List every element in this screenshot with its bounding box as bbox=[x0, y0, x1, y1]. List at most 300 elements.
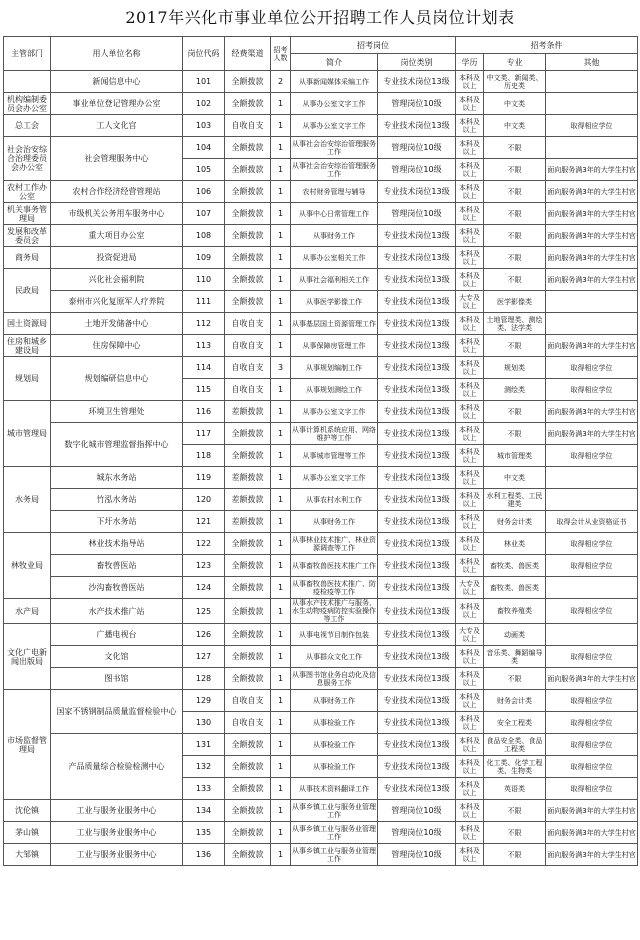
cell-category: 专业技术岗位13级 bbox=[378, 247, 456, 269]
cell-edu: 本科及以上 bbox=[456, 646, 484, 668]
table-row bbox=[4, 203, 638, 225]
cell-count: 1 bbox=[271, 203, 291, 225]
cell-brief: 从事检验工作 bbox=[291, 756, 378, 778]
cell-unit: 下圩水务站 bbox=[51, 511, 183, 533]
cell-category: 专业技术岗位13级 bbox=[378, 712, 456, 734]
cell-dept: 机构编制委员会办公室 bbox=[4, 93, 51, 115]
cell-count: 1 bbox=[271, 489, 291, 511]
cell-major: 中文类 bbox=[484, 467, 546, 489]
cell-count: 1 bbox=[271, 778, 291, 800]
cell-other: 面向服务满3年的大学生村官 bbox=[546, 822, 638, 844]
cell-other: 取得相应学位 bbox=[546, 778, 638, 800]
cell-dept: 沈伦镇 bbox=[4, 800, 51, 822]
cell-category: 专业技术岗位13级 bbox=[378, 756, 456, 778]
cell-other bbox=[546, 93, 638, 115]
cell-category: 专业技术岗位13级 bbox=[378, 357, 456, 379]
cell-brief: 从事财务工作 bbox=[291, 225, 378, 247]
cell-edu: 本科及以上 bbox=[456, 401, 484, 423]
cell-other bbox=[546, 71, 638, 93]
cell-major: 不限 bbox=[484, 225, 546, 247]
cell-count: 1 bbox=[271, 115, 291, 137]
cell-funding: 全额拨款 bbox=[225, 778, 271, 800]
cell-edu: 大专及以上 bbox=[456, 624, 484, 646]
cell-edu: 本科及以上 bbox=[456, 357, 484, 379]
cell-funding: 自收自支 bbox=[225, 335, 271, 357]
cell-dept: 农村工作办公室 bbox=[4, 181, 51, 203]
cell-other: 取得会计从业资格证书 bbox=[546, 511, 638, 533]
cell-unit: 住房保障中心 bbox=[51, 335, 183, 357]
cell-count: 1 bbox=[271, 401, 291, 423]
cell-code: 103 bbox=[183, 115, 225, 137]
cell-code: 128 bbox=[183, 668, 225, 690]
cell-other: 取得相应学位 bbox=[546, 756, 638, 778]
table-row bbox=[4, 115, 638, 137]
cell-code: 123 bbox=[183, 555, 225, 577]
cell-code: 109 bbox=[183, 247, 225, 269]
cell-major: 不限 bbox=[484, 247, 546, 269]
table-row bbox=[4, 646, 638, 668]
cell-major: 不限 bbox=[484, 203, 546, 225]
cell-brief: 农村财务管理与辅导 bbox=[291, 181, 378, 203]
cell-code: 101 bbox=[183, 71, 225, 93]
cell-edu: 大专及以上 bbox=[456, 291, 484, 313]
cell-count: 1 bbox=[271, 668, 291, 690]
header-unit: 用人单位名称 bbox=[51, 37, 183, 71]
cell-major: 英语类 bbox=[484, 778, 546, 800]
cell-edu: 本科及以上 bbox=[456, 756, 484, 778]
cell-edu: 本科及以上 bbox=[456, 93, 484, 115]
cell-major: 财务会计类 bbox=[484, 511, 546, 533]
cell-other bbox=[546, 577, 638, 599]
cell-dept: 规划局 bbox=[4, 357, 51, 401]
cell-funding: 全额拨款 bbox=[225, 269, 271, 291]
table-row bbox=[4, 269, 638, 291]
cell-edu: 本科及以上 bbox=[456, 668, 484, 690]
cell-funding: 全额拨款 bbox=[225, 555, 271, 577]
cell-unit: 市级机关公务用车服务中心 bbox=[51, 203, 183, 225]
cell-code: 133 bbox=[183, 778, 225, 800]
cell-brief: 从事水产技术推广与服务、水生动物疫病防控实验操作等工作 bbox=[292, 599, 376, 623]
table-row bbox=[4, 423, 638, 445]
header-other: 其他 bbox=[546, 54, 638, 71]
cell-unit: 林业技术指导站 bbox=[51, 533, 183, 555]
cell-major: 畜牧养殖类 bbox=[484, 599, 546, 624]
cell-dept: 林牧业局 bbox=[4, 533, 51, 599]
cell-count: 1 bbox=[271, 181, 291, 203]
cell-unit: 沙沟畜牧兽医站 bbox=[51, 577, 183, 599]
cell-major: 不限 bbox=[484, 844, 546, 866]
cell-major: 动画类 bbox=[484, 624, 546, 646]
table-body bbox=[4, 71, 638, 866]
cell-major: 不限 bbox=[484, 668, 546, 690]
cell-count: 1 bbox=[271, 467, 291, 489]
cell-funding: 全额拨款 bbox=[225, 203, 271, 225]
cell-count: 1 bbox=[271, 445, 291, 467]
cell-edu: 本科及以上 bbox=[456, 159, 484, 181]
cell-unit: 广播电视台 bbox=[51, 624, 183, 646]
cell-brief: 从事办公室文字工作 bbox=[291, 93, 378, 115]
cell-major: 中文类、新闻类、历史类 bbox=[484, 71, 546, 93]
cell-edu: 本科及以上 bbox=[456, 599, 484, 624]
cell-brief: 从事办公室文字工作 bbox=[291, 467, 378, 489]
cell-count: 1 bbox=[271, 690, 291, 712]
cell-other: 面向服务满3年的大学生村官 bbox=[546, 225, 638, 247]
cell-count: 1 bbox=[271, 423, 291, 445]
cell-funding: 全额拨款 bbox=[225, 247, 271, 269]
table-row bbox=[4, 225, 638, 247]
cell-other: 面向服务满3年的大学生村官 bbox=[546, 181, 638, 203]
table-row bbox=[4, 555, 638, 577]
cell-count: 1 bbox=[271, 93, 291, 115]
cell-code: 115 bbox=[183, 379, 225, 401]
cell-code: 124 bbox=[183, 577, 225, 599]
cell-funding: 自收自支 bbox=[225, 357, 271, 379]
cell-brief: 从事社会福利相关工作 bbox=[291, 269, 378, 291]
table-row bbox=[4, 291, 638, 313]
cell-count: 1 bbox=[271, 313, 291, 335]
cell-brief: 从事社会治安综治管理服务工作 bbox=[291, 137, 378, 159]
cell-unit: 城东水务站 bbox=[51, 467, 183, 489]
cell-category: 专业技术岗位13级 bbox=[378, 335, 456, 357]
cell-unit: 工业与服务业服务中心 bbox=[51, 822, 183, 844]
cell-brief: 从事农村水利工作 bbox=[291, 489, 378, 511]
cell-brief: 从事技术资料翻译工作 bbox=[291, 778, 378, 800]
cell-funding: 全额拨款 bbox=[225, 445, 271, 467]
cell-count: 1 bbox=[271, 800, 291, 822]
cell-other: 面向服务满3年的大学生村官 bbox=[546, 159, 638, 181]
cell-code: 131 bbox=[183, 734, 225, 756]
cell-count: 1 bbox=[271, 225, 291, 247]
cell-brief: 从事乡镇工业与服务业管理工作 bbox=[291, 822, 378, 844]
cell-code: 106 bbox=[183, 181, 225, 203]
cell-edu: 本科及以上 bbox=[456, 71, 484, 93]
cell-count: 1 bbox=[271, 756, 291, 778]
cell-unit: 投资促进局 bbox=[51, 247, 183, 269]
cell-edu: 本科及以上 bbox=[456, 115, 484, 137]
cell-funding: 全额拨款 bbox=[225, 844, 271, 866]
cell-category: 专业技术岗位13级 bbox=[378, 445, 456, 467]
cell-code: 121 bbox=[183, 511, 225, 533]
cell-category: 管理岗位10级 bbox=[378, 203, 456, 225]
cell-other: 面向服务满3年的大学生村官 bbox=[546, 844, 638, 866]
table-row bbox=[4, 489, 638, 511]
cell-code: 108 bbox=[183, 225, 225, 247]
cell-count: 1 bbox=[271, 269, 291, 291]
cell-other: 面向服务满3年的大学生村官 bbox=[546, 247, 638, 269]
cell-funding: 全额拨款 bbox=[225, 71, 271, 93]
cell-other: 取得相应学位 bbox=[546, 599, 638, 624]
cell-code: 111 bbox=[183, 291, 225, 313]
cell-unit: 水产技术推广站 bbox=[51, 599, 183, 624]
cell-count: 1 bbox=[271, 712, 291, 734]
table-row bbox=[4, 668, 638, 690]
cell-code: 118 bbox=[183, 445, 225, 467]
cell-dept: 城市管理局 bbox=[4, 401, 51, 467]
cell-unit: 数字化城市管理监督指挥中心 bbox=[51, 423, 183, 467]
cell-funding: 全额拨款 bbox=[225, 624, 271, 646]
cell-code: 113 bbox=[183, 335, 225, 357]
cell-category: 专业技术岗位13级 bbox=[378, 291, 456, 313]
cell-edu: 大专及以上 bbox=[456, 577, 484, 599]
cell-funding: 差额拨款 bbox=[225, 401, 271, 423]
cell-funding: 全额拨款 bbox=[225, 734, 271, 756]
table-row bbox=[4, 800, 638, 822]
cell-major: 不限 bbox=[484, 335, 546, 357]
cell-category: 专业技术岗位13级 bbox=[378, 533, 456, 555]
cell-category: 专业技术岗位13级 bbox=[378, 690, 456, 712]
table-row bbox=[4, 577, 638, 599]
cell-other: 取得相应学位 bbox=[546, 712, 638, 734]
cell-major: 财务会计类 bbox=[484, 690, 546, 712]
cell-funding: 全额拨款 bbox=[225, 533, 271, 555]
cell-unit: 工业与服务业服务中心 bbox=[51, 844, 183, 866]
cell-count: 1 bbox=[271, 533, 291, 555]
cell-other: 面向服务满3年的大学生村官 bbox=[546, 401, 638, 423]
cell-category: 专业技术岗位13级 bbox=[378, 489, 456, 511]
cell-unit: 图书馆 bbox=[51, 668, 183, 690]
cell-code: 132 bbox=[183, 756, 225, 778]
cell-category: 专业技术岗位13级 bbox=[378, 511, 456, 533]
cell-unit: 工人文化宫 bbox=[51, 115, 183, 137]
cell-code: 107 bbox=[183, 203, 225, 225]
cell-funding: 全额拨款 bbox=[225, 159, 271, 181]
cell-unit: 竹泓水务站 bbox=[51, 489, 183, 511]
cell-category: 专业技术岗位13级 bbox=[378, 181, 456, 203]
cell-code: 122 bbox=[183, 533, 225, 555]
cell-category: 专业技术岗位13级 bbox=[378, 269, 456, 291]
cell-funding: 差额拨款 bbox=[225, 511, 271, 533]
cell-brief: 从事乡镇工业与服务业管理工作 bbox=[291, 800, 378, 822]
header-category: 岗位类别 bbox=[378, 54, 456, 71]
cell-other: 取得相应学位 bbox=[546, 115, 638, 137]
table-row bbox=[4, 357, 638, 379]
cell-funding: 全额拨款 bbox=[225, 800, 271, 822]
cell-dept: 民政局 bbox=[4, 269, 51, 313]
cell-other: 取得相应学位 bbox=[546, 555, 638, 577]
cell-edu: 本科及以上 bbox=[456, 778, 484, 800]
cell-category: 管理岗位10级 bbox=[378, 159, 456, 181]
cell-category: 专业技术岗位13级 bbox=[378, 115, 456, 137]
cell-category: 专业技术岗位13级 bbox=[378, 423, 456, 445]
cell-unit: 兴化社会福利院 bbox=[51, 269, 183, 291]
cell-dept: 社会治安综合治理委员会办公室 bbox=[4, 137, 51, 181]
table-header bbox=[4, 37, 638, 71]
cell-major: 不限 bbox=[484, 137, 546, 159]
cell-funding: 全额拨款 bbox=[225, 137, 271, 159]
cell-brief: 从事检验工作 bbox=[291, 712, 378, 734]
cell-brief: 从事乡镇工业与服务业管理工作 bbox=[291, 844, 378, 866]
cell-dept: 大邹镇 bbox=[4, 844, 51, 866]
cell-major: 水利工程类、工民建类 bbox=[484, 489, 546, 511]
table-row bbox=[4, 313, 638, 335]
cell-funding: 全额拨款 bbox=[225, 423, 271, 445]
header-conditions-group: 招考条件 bbox=[456, 37, 638, 54]
cell-code: 112 bbox=[183, 313, 225, 335]
cell-category: 专业技术岗位13级 bbox=[378, 467, 456, 489]
cell-funding: 全额拨款 bbox=[225, 291, 271, 313]
cell-category: 专业技术岗位13级 bbox=[378, 379, 456, 401]
cell-funding: 自收自支 bbox=[225, 379, 271, 401]
cell-category: 专业技术岗位13级 bbox=[378, 225, 456, 247]
cell-edu: 本科及以上 bbox=[456, 734, 484, 756]
cell-unit: 重大项目办公室 bbox=[51, 225, 183, 247]
cell-dept: 水务局 bbox=[4, 467, 51, 533]
cell-code: 127 bbox=[183, 646, 225, 668]
cell-edu: 本科及以上 bbox=[456, 247, 484, 269]
header-post-group: 招考岗位 bbox=[291, 37, 456, 54]
cell-brief: 从事畜牧兽医技术推广、防疫检疫等工作 bbox=[291, 577, 378, 599]
header-count: 招考人数 bbox=[271, 37, 291, 71]
cell-other bbox=[546, 489, 638, 511]
cell-count: 1 bbox=[271, 646, 291, 668]
cell-code: 126 bbox=[183, 624, 225, 646]
cell-edu: 本科及以上 bbox=[456, 445, 484, 467]
cell-category: 管理岗位10级 bbox=[378, 93, 456, 115]
cell-category: 专业技术岗位13级 bbox=[378, 778, 456, 800]
cell-funding: 自收自支 bbox=[225, 313, 271, 335]
cell-other: 取得相应学位 bbox=[546, 690, 638, 712]
cell-brief: 从事规划测绘工作 bbox=[291, 379, 378, 401]
cell-edu: 本科及以上 bbox=[456, 555, 484, 577]
cell-brief: 从事中心日常管理工作 bbox=[291, 203, 378, 225]
cell-unit: 农村合作经济经营管理站 bbox=[51, 181, 183, 203]
cell-code: 129 bbox=[183, 690, 225, 712]
cell-edu: 本科及以上 bbox=[456, 489, 484, 511]
cell-other bbox=[546, 137, 638, 159]
cell-major: 畜牧类、兽医类 bbox=[484, 577, 546, 599]
cell-major: 畜牧类、兽医类 bbox=[484, 555, 546, 577]
cell-code: 130 bbox=[183, 712, 225, 734]
cell-unit: 工业与服务业服务中心 bbox=[51, 800, 183, 822]
cell-brief: 从事办公室文字工作 bbox=[291, 115, 378, 137]
cell-funding: 全额拨款 bbox=[225, 225, 271, 247]
cell-brief: 从事医学影像工作 bbox=[291, 291, 378, 313]
document-title: 2017年兴化市事业单位公开招聘工作人员岗位计划表 bbox=[125, 8, 515, 27]
table-row bbox=[4, 624, 638, 646]
cell-dept: 茅山镇 bbox=[4, 822, 51, 844]
cell-count: 1 bbox=[271, 247, 291, 269]
cell-dept: 机关事务管理局 bbox=[4, 203, 51, 225]
cell-major: 音乐类、舞蹈编导类 bbox=[484, 646, 546, 668]
cell-funding: 全额拨款 bbox=[225, 93, 271, 115]
cell-major: 食品安全类、食品工程类 bbox=[484, 734, 546, 756]
cell-edu: 本科及以上 bbox=[456, 844, 484, 866]
cell-unit: 泰州市兴化复原军人疗养院 bbox=[51, 291, 183, 313]
cell-dept: 水产局 bbox=[4, 599, 51, 624]
cell-major: 不限 bbox=[484, 269, 546, 291]
cell-code: 105 bbox=[183, 159, 225, 181]
cell-major: 医学影像类 bbox=[484, 291, 546, 313]
table-row bbox=[4, 599, 638, 624]
cell-funding: 全额拨款 bbox=[225, 668, 271, 690]
cell-edu: 本科及以上 bbox=[456, 203, 484, 225]
cell-other: 取得相应学位 bbox=[546, 379, 638, 401]
cell-other: 面向服务满3年的大学生村官 bbox=[546, 423, 638, 445]
cell-brief: 从事财务工作 bbox=[291, 690, 378, 712]
cell-category: 管理岗位10级 bbox=[378, 822, 456, 844]
cell-funding: 自收自支 bbox=[225, 690, 271, 712]
cell-category: 专业技术岗位13级 bbox=[378, 313, 456, 335]
cell-count: 1 bbox=[271, 844, 291, 866]
cell-brief: 从事畜牧兽医技术推广工作 bbox=[291, 555, 378, 577]
table-row bbox=[4, 137, 638, 159]
cell-brief: 从事社会治安综治管理服务工作 bbox=[291, 159, 378, 181]
cell-other bbox=[546, 313, 638, 335]
cell-unit: 环境卫生管理处 bbox=[51, 401, 183, 423]
cell-code: 110 bbox=[183, 269, 225, 291]
cell-category: 管理岗位10级 bbox=[378, 800, 456, 822]
cell-funding: 全额拨款 bbox=[225, 599, 271, 624]
cell-brief: 从事检验工作 bbox=[291, 734, 378, 756]
cell-count: 1 bbox=[271, 555, 291, 577]
cell-edu: 本科及以上 bbox=[456, 269, 484, 291]
cell-category: 专业技术岗位13级 bbox=[378, 577, 456, 599]
cell-funding: 全额拨款 bbox=[225, 181, 271, 203]
table-row bbox=[4, 467, 638, 489]
cell-edu: 本科及以上 bbox=[456, 800, 484, 822]
cell-other: 面向服务满3年的大学生村官 bbox=[546, 800, 638, 822]
table-row bbox=[4, 822, 638, 844]
cell-edu: 本科及以上 bbox=[456, 533, 484, 555]
cell-count: 3 bbox=[271, 357, 291, 379]
header-dept: 主管部门 bbox=[4, 37, 51, 71]
cell-brief: 从事城市管理等工作 bbox=[291, 445, 378, 467]
table-row bbox=[4, 533, 638, 555]
cell-dept: 商务局 bbox=[4, 247, 51, 269]
cell-unit: 国家不锈钢制品质量监督检验中心 bbox=[51, 690, 183, 734]
cell-edu: 本科及以上 bbox=[456, 181, 484, 203]
table-row bbox=[4, 734, 638, 756]
cell-code: 114 bbox=[183, 357, 225, 379]
cell-brief: 从事计算机系统应用、网络维护等工作 bbox=[291, 423, 378, 445]
cell-major: 测绘类 bbox=[484, 379, 546, 401]
cell-code: 104 bbox=[183, 137, 225, 159]
cell-dept: 总工会 bbox=[4, 115, 51, 137]
table-row bbox=[4, 247, 638, 269]
cell-code: 135 bbox=[183, 822, 225, 844]
cell-major: 不限 bbox=[484, 423, 546, 445]
cell-edu: 本科及以上 bbox=[456, 511, 484, 533]
cell-count: 1 bbox=[271, 159, 291, 181]
cell-count: 1 bbox=[271, 734, 291, 756]
cell-dept: 住房和城乡建设局 bbox=[4, 335, 51, 357]
cell-code: 117 bbox=[183, 423, 225, 445]
cell-edu: 本科及以上 bbox=[456, 467, 484, 489]
cell-count: 1 bbox=[271, 379, 291, 401]
cell-major: 中文类 bbox=[484, 93, 546, 115]
header-brief: 简介 bbox=[291, 54, 378, 71]
cell-category: 专业技术岗位13级 bbox=[378, 555, 456, 577]
header-edu: 学历 bbox=[456, 54, 484, 71]
cell-dept: 文化广电新闻出版局 bbox=[4, 624, 51, 690]
cell-brief: 从事电视节目制作包装 bbox=[291, 624, 378, 646]
cell-edu: 本科及以上 bbox=[456, 822, 484, 844]
cell-other bbox=[546, 624, 638, 646]
cell-major: 不限 bbox=[484, 401, 546, 423]
cell-dept: 市场监督管理局 bbox=[4, 690, 51, 800]
cell-dept bbox=[4, 71, 51, 93]
cell-other: 面向服务满3年的大学生村官 bbox=[546, 335, 638, 357]
cell-edu: 本科及以上 bbox=[456, 712, 484, 734]
cell-unit: 产品质量综合检验检测中心 bbox=[51, 734, 183, 800]
cell-unit: 规划编研信息中心 bbox=[51, 357, 183, 401]
cell-edu: 本科及以上 bbox=[456, 379, 484, 401]
table-row bbox=[4, 181, 638, 203]
cell-funding: 全额拨款 bbox=[225, 756, 271, 778]
cell-code: 102 bbox=[183, 93, 225, 115]
cell-brief: 从事群众文化工作 bbox=[291, 646, 378, 668]
cell-unit: 文化馆 bbox=[51, 646, 183, 668]
